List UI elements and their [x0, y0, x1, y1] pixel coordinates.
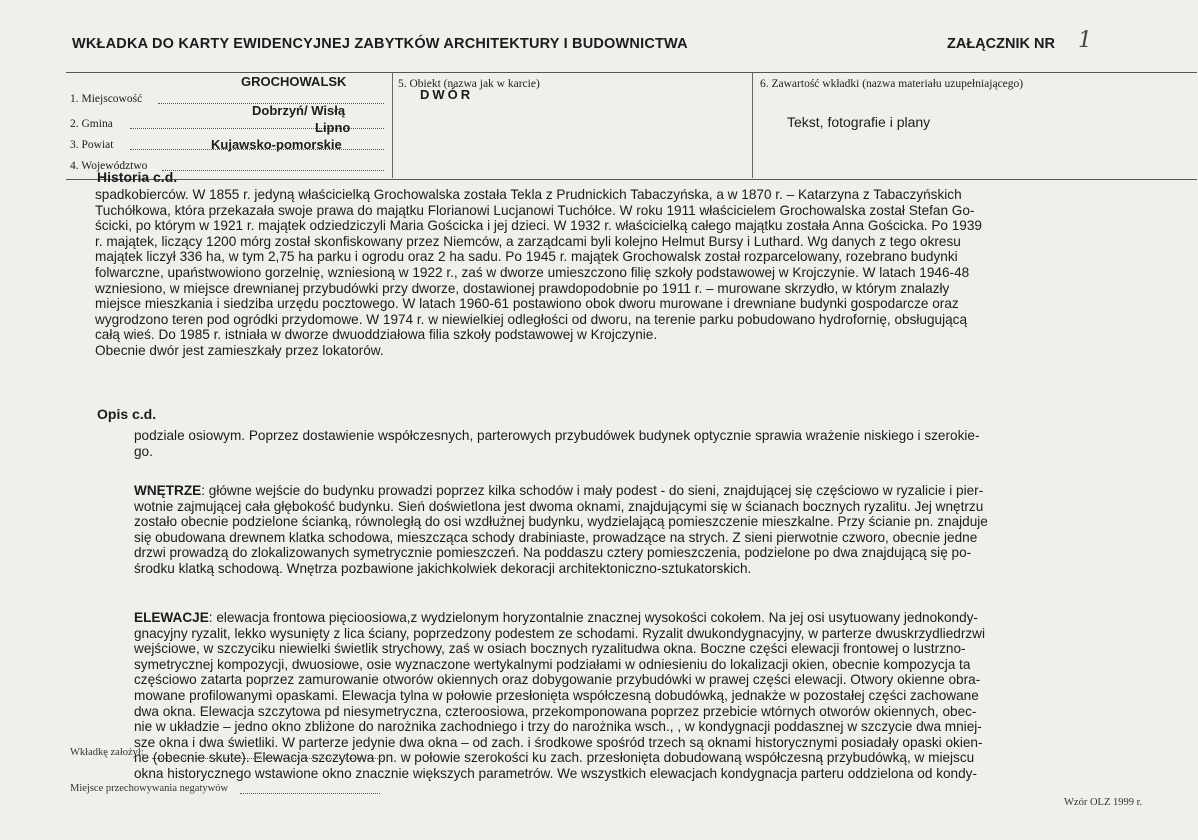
miejscowosc-value: GROCHOWALSK — [241, 74, 347, 89]
historia-line: wzniesiono, w miejsce drewnianej przybudówki przy dworze, dostawionej prawdopodobnie po 1911 r. – murowane skrzydło, w którym znalazły — [95, 280, 950, 296]
annex-label: ZAŁĄCZNIK NR — [947, 36, 1055, 52]
powiat-label: 3. Powiat — [70, 139, 114, 151]
wnetrze-line: drzwi prowadzą do zlokalizowanych symetrycznie pomieszczeń. Na poddaszu cztery pomieszczenia, podzielone po dwa znajdującą się po- — [134, 545, 972, 561]
elewacje-line: gnacyjny ryzalit, lekko wysunięty z lica ściany, poprzedzony podestem ze schodami. Ryzalit dwukondygnacyjny, w parterze dwuskrzydliedrzwi — [134, 625, 985, 641]
elewacje-line: wejściowe, w szczyciku niewielki świetlik strychowy, zaś w osiach bocznych ryzalitudwa okna. Boczne części elewacji frontowej o lustrzno- — [134, 641, 966, 657]
elewacje-section — [134, 610, 1162, 782]
gmina-label: 2. Gmina — [70, 118, 113, 130]
historia-line: miejsce mieszkania i siedziba urzędu pocztowego. W latach 1960-61 postawiono obok dworu murowane i drewniane budynki gospodarcze oraz — [95, 296, 959, 312]
wnetrze-line: się obudowana drewnem klatka schodowa, mieszcząca schody drabiniaste, prowadzące na strych. Z sieni pierwotnie czworo, obecnie jedne — [134, 529, 978, 545]
historia-line: majątek liczył 336 ha, w tym 2,75 ha parku i ogrodu oraz 2 ha sadu. Po 1945 r. majątek Grochowalsk został rozparcelowany, rozebrano budynki — [95, 249, 958, 265]
gmina-value: Dobrzyń/ Wisłą — [252, 103, 346, 118]
elewacje-line: dwa okna. Elewacja szczytowa pd niesymetryczna, czteroosiowa, przekomponowana poprzez przebicie wtórnych otworów okiennych, obec- — [134, 703, 977, 719]
historia-line: wygrodzono teren pod ogródki przydomowe. W 1974 r. w niewielkiej odległości od dworu, na terenie parku pobudowano hydrofornię, obsługującą — [95, 311, 968, 327]
historia-line: spadkobierców. W 1855 r. jedyną właścicielką Grochowalska została Tekla z Prudnickich Tabaczyńska, a w 1870 r. – Katarzyna z Tabaczyńskich — [95, 187, 962, 202]
wkladke-zalozyl-line — [152, 758, 382, 759]
historia-line: Obecnie dwór jest zamieszkały przez lokatorów. — [95, 342, 384, 358]
miejsce-line — [240, 793, 380, 794]
annex-number: 1 — [1078, 28, 1092, 53]
zawartosc-label: 6. Zawartość wkładki (nazwa materiału uzupełniającego) — [760, 78, 1024, 90]
historia-line: ścicki, po którym w 1921 r. majątek odziedziczyli Maria Gościcka i jej dzieci. W 1932 r. właścicielką całego majątku została Anna Gościcka. Po 1939 — [95, 218, 982, 234]
elewacje-line: częściowo zatarta poprzez zamurowanie otworów okiennych oraz dobygowanie przybudówki w prawej części elewacji. Otwory okienne obra- — [134, 672, 981, 688]
historia-line: r. majątek, liczący 1200 mórg został skonfiskowany przez Niemców, a zarządcami byli kolejno Helmut Bursy i Luthard. Wg danych z tego okresu — [95, 233, 961, 249]
miejsce-label: Miejsce przechowywania negatywów — [70, 783, 229, 794]
wnetrze-line: środku klatką schodową. Wnętrza pozbawione jakichkolwiek dekoracji architektoniczno-sztukatorskich. — [134, 560, 752, 576]
header-fields-box — [66, 72, 1197, 180]
elewacje-label: ELEWACJE — [134, 610, 209, 625]
elewacje-line: mowane profilowanymi opaskami. Elewacja tylna w połowie przesłonięta współczesną dobudówką, jednakże w pozostałej części zachowane — [134, 687, 979, 703]
wzor-label: Wzór OLZ 1999 r. — [1064, 797, 1143, 808]
powiat-value: Kujawsko-pomorskie — [211, 137, 342, 152]
elewacje-line: sze okna i dwa świetliki. W parterze jedynie dwa okna – od zach. i środkowe spośród trzech są oknami historycznymi posiadały opaski okien- — [134, 734, 983, 750]
wojewodztwo-line — [162, 170, 384, 171]
divider-1 — [392, 72, 393, 178]
powiat-value-top: Lipno — [315, 120, 351, 135]
elewacje-line: : elewacja frontowa pięcioosiowa,z wydzielonym horyzontalnie znacznej wysokości cokołem. Na jej osi usytuowany jednokondy- — [208, 610, 978, 625]
obiekt-label: 5. Obiekt (nazwa jak w karcie) — [398, 78, 540, 90]
wojewodztwo-label: 4. Województwo — [70, 160, 148, 172]
opis-intro — [134, 428, 1162, 459]
historia-heading: Historia c.d. — [97, 169, 178, 185]
historia-line: Tuchółkowa, która przekazała swoje prawa do majątku Florianowi Lucjanowi Tuchółce. W roku 1911 właścicielem Grochowalska został Stefan Go- — [95, 202, 975, 218]
obiekt-value: DWÓR — [420, 87, 474, 102]
historia-text — [95, 187, 1161, 359]
historia-line: folwarczne, upaństwowiono gorzelnię, wzniesioną w 1922 r., zaś w dworze umieszczono filię szkoły podstawowej w Krojczynie. W latach 1946-48 — [95, 264, 970, 280]
form-title: WKŁADKA DO KARTY EWIDENCYJNEJ ZABYTKÓW ARCHITEKTURY I BUDOWNICTWA — [72, 36, 688, 52]
wnetrze-section — [134, 483, 1162, 577]
wnetrze-line: zostało obecnie podzielone ścianką, równoległą do osi wzdłużnej budynku, wydzielającą pomieszczenie mieszkalne. Przy ścianie pn. znajduje — [134, 514, 988, 530]
elewacje-line: symetrycznej kompozycji, dwuosiowe, osie wyznaczone wertykalnymi podziałami w odniesieniu do lokalizacji okien, obecnie kompozycja ta — [134, 656, 971, 672]
wnetrze-label: WNĘTRZE — [134, 483, 202, 498]
zawartosc-value: Tekst, fotografie i plany — [787, 114, 931, 130]
wkladke-zalozyl-label: Wkładkę założył: — [70, 747, 144, 758]
wnetrze-line: wotnie zajmującej cała głębokość budynku. Sień doświetlona jest dwoma oknami, znajdującymi się w ścianach bocznych ryzalitu. Jej wnętrzu — [134, 498, 984, 514]
elewacje-line: nie w układzie – jedno okno zbliżone do narożnika zachodniego i trzy do narożnika wsch., , w kondygnacji poddasznej w szczycie dwa mniej- — [134, 719, 982, 735]
divider-2 — [752, 72, 753, 178]
opis-heading: Opis c.d. — [97, 406, 157, 422]
miejscowosc-label: 1. Miejscowość — [70, 93, 143, 105]
historia-line: całą wieś. Do 1985 r. istniała w dworze dwuoddziałowa filia szkoły podstawowej w Krojczynie. — [95, 327, 658, 343]
elewacje-line: okna historycznego wstawione okno znacznie większych parametrów. We wszystkich elewacjach kondygnacja parteru oddzielona od kondy- — [134, 765, 977, 781]
elewacje-line: ne (obecnie skute). Elewacja szczytowa pn. w połowie szerokości ku zach. przesłonięta dobudowaną współczesną przybudówką, w miejscu — [134, 750, 975, 766]
opis-intro-line: podziale osiowym. Poprzez dostawienie współczesnych, parterowych przybudówek budynek optycznie sprawia wrażenie niskiego i szerokie- — [134, 428, 980, 443]
opis-intro-line: go. — [134, 443, 153, 459]
wnetrze-line: : główne wejście do budynku prowadzi poprzez kilka schodów i mały podest - do sieni, znajdującej się częściowo w ryzalicie i pier- — [201, 483, 984, 498]
